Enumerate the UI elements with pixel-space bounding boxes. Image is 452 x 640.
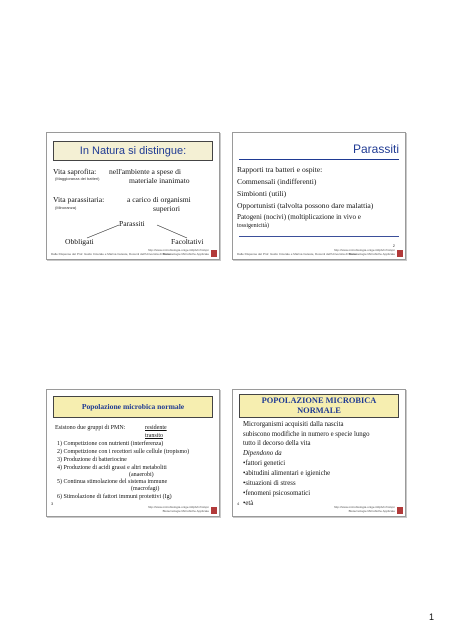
text-line: Commensali (indifferenti) [237, 177, 317, 186]
intro-text: Esistono due gruppi di PMN: [55, 425, 126, 431]
footer-url: http://www.microbiologia.unige.it/dpb/mfm/spn [333, 248, 395, 252]
saprofita-label: Vita saprofita: [53, 167, 97, 176]
parassiti-node: Parassiti [119, 219, 145, 228]
text-line: tossigenicità) [237, 223, 269, 229]
footer-url: http://www.microbiologia.unige.it/dpb/mfm/spn [147, 248, 209, 252]
saprofita-desc-2: materiale inanimato [129, 176, 190, 185]
saprofita-desc: nell'ambiente a spese di [109, 167, 182, 176]
bottom-rule [239, 236, 399, 237]
footer-course: Biotecnologie Microbiche Applicate [162, 509, 209, 513]
slide-title-line2: NORMALE [297, 406, 341, 415]
text-line: Microrganismi acquisiti dalla nascita [243, 421, 344, 428]
text-line: subiscono modifiche in numero e specie lungo [243, 431, 370, 438]
slide-footer: Dalle Dispense del Prof. Guido Cicerale e Marina Celeste, Docenti dell'Universita di Roma... [237, 252, 360, 256]
slide-number: 3 [51, 501, 54, 506]
bullet-item: •abitudini alimentari e igieniche [243, 470, 331, 477]
list-item-cont: (macrofagi) [131, 486, 160, 492]
residente-label: residente [145, 425, 167, 431]
obbligati-node: Obbligati [65, 237, 94, 246]
text-line: Simbionti (utili) [237, 189, 287, 198]
bullet-item: •fattori genetici [243, 460, 286, 467]
slide-popolazione-normale [46, 389, 220, 517]
slide-popolazione-microbica [232, 389, 406, 517]
text-line: tutto il decorso della vita [243, 440, 311, 447]
text-line: Patogeni (nocivi) (moltiplicazione in vivo e [237, 213, 361, 221]
list-item: 3) Produzione di batteriocine [57, 457, 127, 463]
title-box [239, 394, 399, 418]
slide-title: In Natura si distingue: [53, 141, 213, 161]
slide-in-natura [46, 132, 220, 260]
slide-title-line1: POPOLAZIONE MICROBICA [261, 396, 377, 405]
footer-course: Biotecnologie Microbiche Applicate [162, 252, 209, 256]
title-rule [239, 159, 399, 160]
slide-footer: Dalle Dispense del Prof. Guido Cicerale e Marina Celeste, Docenti dell'Universita di Roma... [51, 252, 174, 256]
slide-title: Popolazione microbica normale [53, 396, 213, 418]
bullet-item: •fenomeni psicosomatici [243, 490, 311, 497]
logo-icon [211, 507, 217, 514]
slide-number: 4 [237, 501, 240, 506]
list-item: 2) Competizione con i recettori sulle cellule (tropismo) [57, 449, 190, 455]
text-line: Dipendono da [243, 450, 282, 457]
parassitaria-note: (Minoranza) [55, 205, 77, 210]
transito-label: transito [145, 433, 163, 439]
parassitaria-label: Vita parassitaria: [53, 195, 105, 204]
page-number: 1 [428, 612, 434, 622]
saprofita-note: (Maggioranza dei batteri) [55, 176, 100, 181]
slide-number: 2 [392, 243, 395, 248]
logo-icon [397, 250, 403, 257]
footer-course: Biotecnologie Microbiche Applicate [348, 252, 395, 256]
parassitaria-desc: a carico di organismi [127, 195, 191, 204]
list-item: 6) Stimolazione di fattori immuni protettivi (Ig) [57, 494, 172, 500]
footer-url: http://www.microbiologia.unige.it/dpb/mfm/spn [147, 505, 209, 509]
footer-url: http://www.microbiologia.unige.it/dpb/mfm/spn [333, 505, 395, 509]
list-item: 4) Produzione di acidi grassi e altri metaboliti [57, 465, 167, 471]
list-item: 5) Continua stimolazione del sistema immune [57, 479, 168, 485]
bullet-item: •situazioni di stress [243, 480, 296, 487]
text-line: Opportunisti (talvolta possono dare malattia) [237, 201, 374, 210]
logo-icon [211, 250, 217, 257]
footer-course: Biotecnologie Microbiche Applicate [348, 509, 395, 513]
facoltativi-node: Facoltativi [171, 237, 204, 246]
bullet-item: •età [243, 500, 254, 507]
list-item-cont: (anaerobi) [129, 472, 154, 478]
list-item: 1) Competizione con nutrienti (interferenza) [57, 441, 164, 447]
logo-icon [397, 507, 403, 514]
slide-title: Parassiti [352, 142, 399, 156]
parassitaria-desc-2: superiori [153, 204, 180, 213]
slide-parassiti [232, 132, 406, 260]
text-line: Rapporti tra batteri e ospite: [237, 165, 323, 174]
